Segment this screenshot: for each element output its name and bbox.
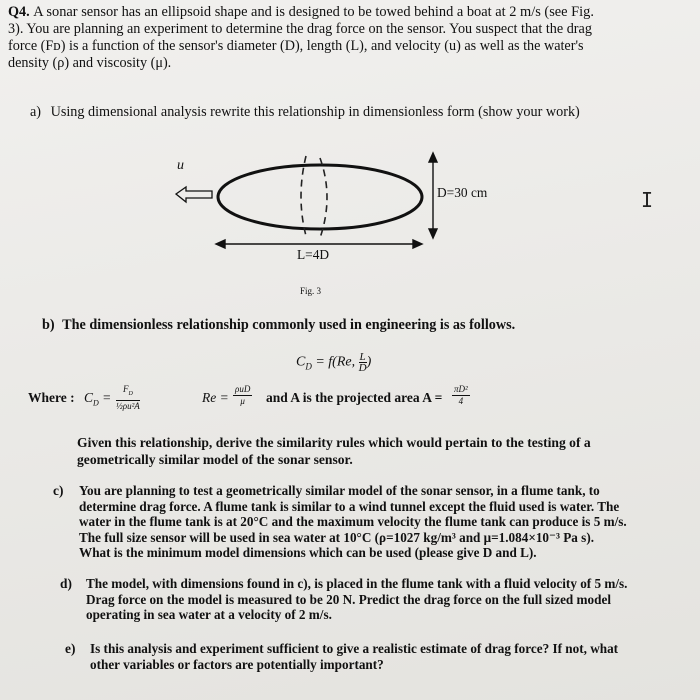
eq-rest: = f(Re, — [311, 354, 359, 370]
cd-def: $C_D$ = — [84, 390, 112, 408]
area-fraction — [452, 384, 470, 407]
where-label: Where : — [28, 390, 75, 405]
part-e-label: e) — [65, 641, 76, 656]
re-denominator: μ — [240, 396, 245, 406]
length-label: L=4D — [297, 247, 330, 262]
part-a — [30, 104, 690, 121]
cd-denominator: ½ρu²A — [116, 400, 140, 411]
part-d-line-3: operating in sea water at a velocity of 2 m/s. — [86, 607, 332, 622]
part-c-line-1: You are planning to test a geometrically similar model of the sonar sensor, in a flume tank, to — [79, 483, 600, 498]
part-d — [86, 576, 676, 623]
part-b-text: The dimensionless relationship commonly used in engineering is as follows. — [62, 317, 516, 333]
re-numerator: ρuD — [235, 384, 251, 394]
part-c-line-3: water in the flume tank is at 20°C and the maximum velocity the flume tank can produce is 5 m/s. — [79, 514, 627, 529]
question-number: Q4. — [8, 4, 30, 20]
main-equation: $C_D = f(Re$, $\frac{L}{D}$ ) — [296, 351, 372, 374]
intro-line-2: 3). You are planning an experiment to determine the drag force on the sensor. You suspect that the drag — [8, 21, 592, 37]
cd-numerator: $F_D$ — [116, 384, 140, 401]
area-denominator: 4 — [458, 396, 464, 406]
intro-line-4: density (ρ) and viscosity (μ). — [8, 55, 172, 71]
cd-symbol: C — [296, 354, 306, 370]
ellipsoid-body — [218, 165, 422, 229]
re-fraction — [233, 384, 252, 407]
area-text: and A is the projected area A = — [266, 390, 443, 405]
velocity-arrow — [176, 187, 212, 202]
given-paragraph — [77, 434, 677, 468]
diameter-label: D=30 cm — [437, 185, 488, 200]
area-numerator: πD² — [454, 384, 468, 394]
given-line-1: Given this relationship, derive the similarity rules which would pertain to the testing of a — [77, 435, 591, 450]
given-line-2: geometrically similar model of the sonar sensor. — [77, 452, 353, 467]
part-c — [79, 483, 679, 561]
part-a-text: Using dimensional analysis rewrite this relationship in dimensionless form (show your work) — [50, 104, 580, 120]
intro-line-3: force (Fᴅ) is a function of the sensor's diameter (D), length (L), and velocity (u) as well as the water's — [8, 38, 584, 54]
cd-fraction — [116, 384, 140, 412]
intro-line-1 — [8, 4, 688, 21]
cross-section-dashed — [301, 156, 327, 238]
sonar-figure — [150, 150, 500, 290]
part-e-line-2: other variables or factors are potentially important? — [90, 656, 384, 672]
part-b — [42, 317, 682, 334]
where-line — [28, 384, 688, 418]
part-e — [90, 641, 670, 672]
part-c-label: c) — [53, 483, 64, 498]
diameter-arrow — [429, 153, 437, 238]
eq-l: L — [359, 351, 366, 363]
part-a-label: a) — [30, 104, 42, 120]
eq-d: D — [358, 362, 367, 374]
part-c-line-5: What is the minimum model dimensions which can be used (please give D and L). — [79, 545, 537, 560]
part-b-label: b) — [42, 317, 55, 333]
part-d-line-1: The model, with dimensions found in c), is placed in the flume tank with a fluid velocity of 5 m/s. — [86, 576, 628, 591]
part-e-line-1: Is this analysis and experiment sufficient to give a realistic estimate of drag force? If not, what — [90, 641, 619, 656]
re-def: Re = — [202, 390, 229, 405]
velocity-label: u — [177, 158, 184, 173]
part-c-line-2: determine drag force. A flume tank is similar to a wind tunnel except the fluid used is water. The — [79, 498, 620, 514]
part-d-line-2: Drag force on the model is measured to be 20 N. Predict the drag force on the full sized model — [86, 591, 611, 607]
figure-caption: Fig. 3 — [300, 286, 322, 296]
text-cursor-icon: I — [641, 188, 654, 212]
part-d-label: d) — [60, 576, 72, 591]
question-intro — [8, 4, 688, 72]
part-c-line-4: The full size sensor will be used in sea water at 10°C (ρ=1027 kg/m³ and μ=1.084×10⁻³ Pa s). — [79, 529, 595, 545]
intro-text-1: A sonar sensor has an ellipsoid shape and is designed to be towed behind a boat at 2 m/s (see Fig. — [33, 4, 594, 20]
